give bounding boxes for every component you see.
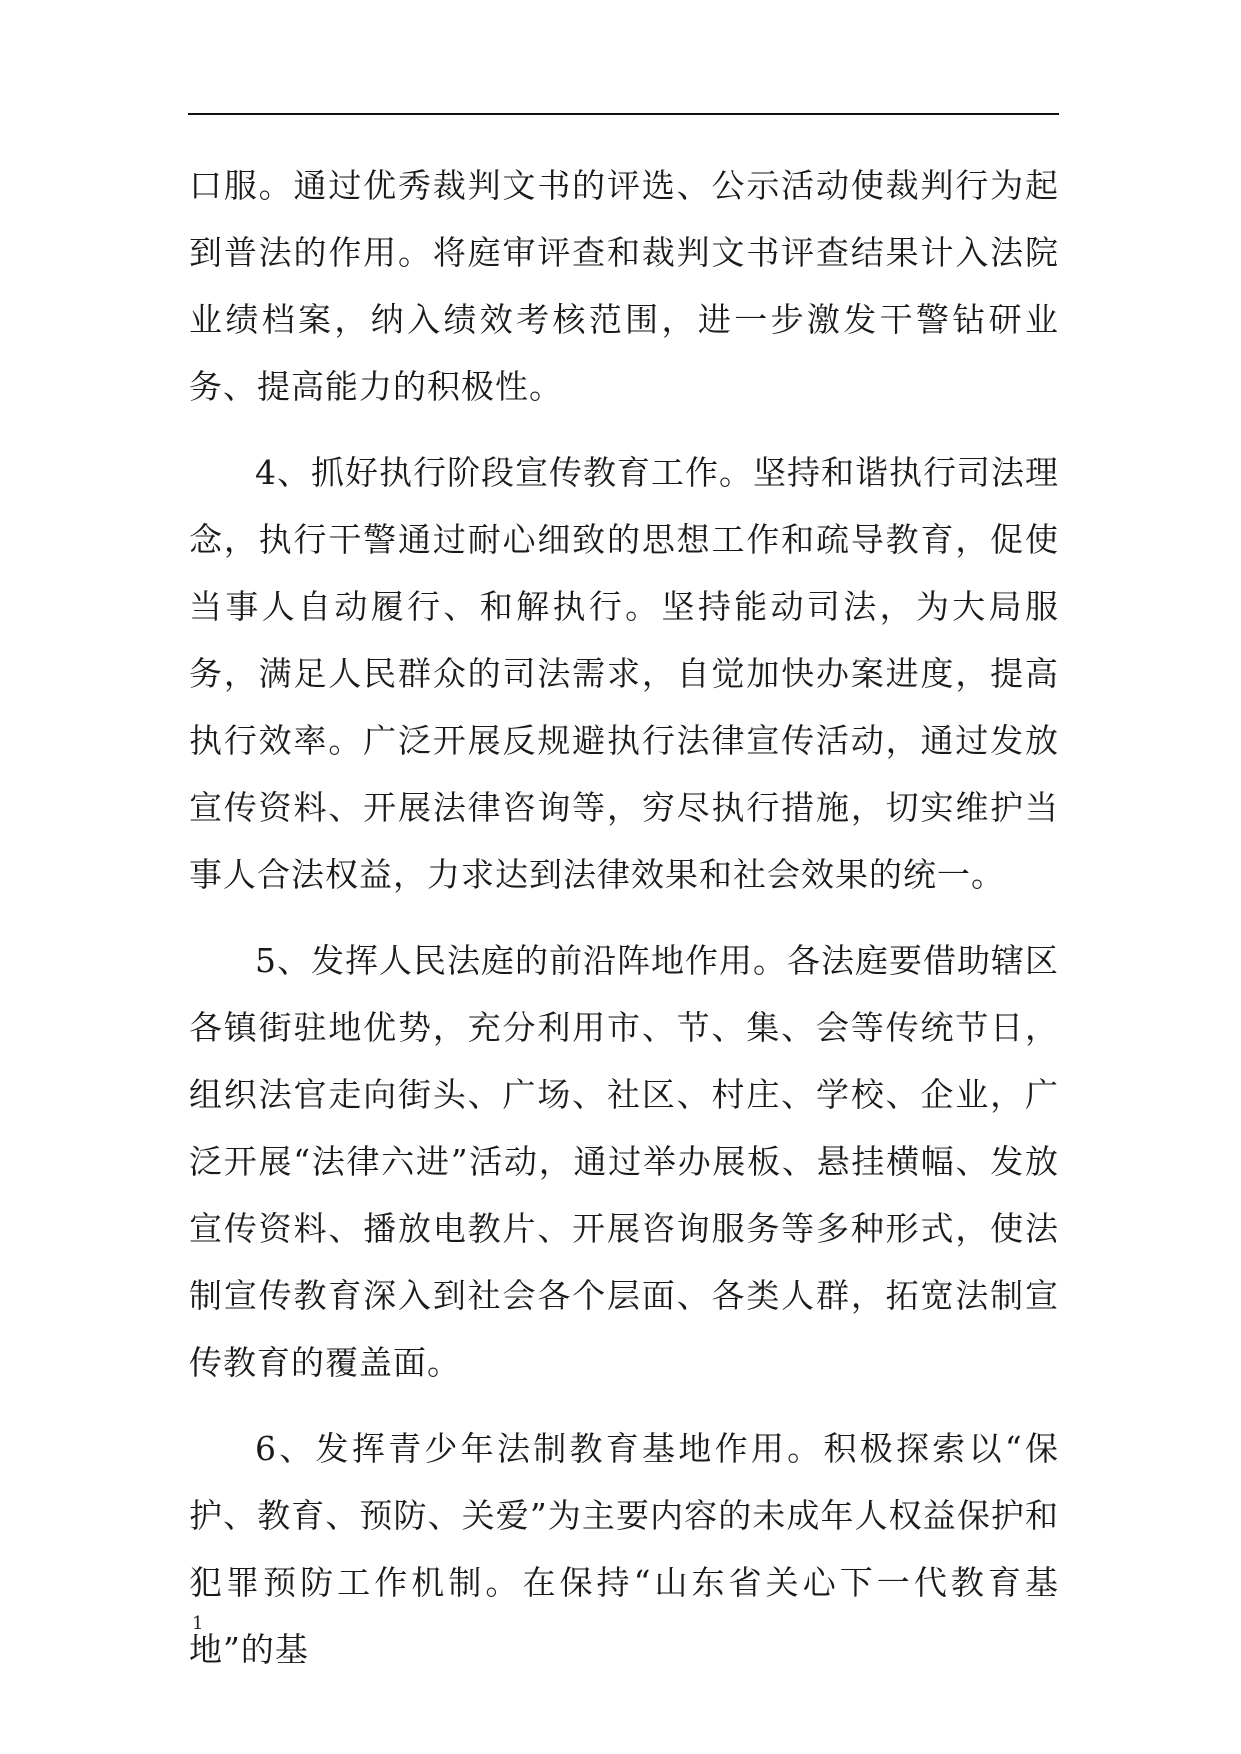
header-rule — [188, 113, 1059, 115]
paragraph-item-4: 4、抓好执行阶段宣传教育工作。坚持和谐执行司法理念，执行干警通过耐心细致的思想工作和疏导教育，促使当事人自动履行、和解执行。坚持能动司法，为大局服务，满足人民群众的司法需求，自觉加快办案进度，提高执行效率。广泛开展反规避执行法律宣传活动，通过发放宣传资料、开展法律咨询等，穷尽执行措施，切实维护当事人合法权益，力求达到法律效果和社会效果的统一。 — [189, 453, 1059, 894]
paragraph-item-6: 6、发挥青少年法制教育基地作用。积极探索以“保护、教育、预防、关爱”为主要内容的未成年人权益保护和犯罪预防工作机制。在保持“山东省关心下一代教育基地”的基 — [189, 1429, 1059, 1669]
paragraph-continuation: 口服。通过优秀裁判文书的评选、公示活动使裁判行为起到普法的作用。将庭审评查和裁判文书评查结果计入法院业绩档案，纳入绩效考核范围，进一步激发干警钻研业务、提高能力的积极性。 — [189, 166, 1059, 406]
paragraph-item-5: 5、发挥人民法庭的前沿阵地作用。各法庭要借助辖区各镇街驻地优势，充分利用市、节、集、会等传统节日，组织法官走向街头、广场、社区、村庄、学校、企业，广泛开展“法律六进”活动，通过举办展板、悬挂横幅、发放宣传资料、播放电教片、开展咨询服务等多种形式，使法制宣传教育深入到社会各个层面、各类人群，拓宽法制宣传教育的覆盖面。 — [189, 941, 1059, 1382]
page-number: 1 — [192, 1613, 204, 1634]
document-body — [189, 152, 1059, 1683]
